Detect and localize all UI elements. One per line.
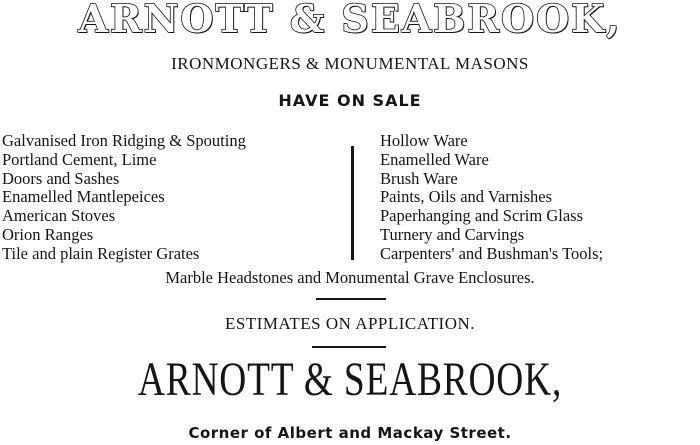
- list-item: Paperhanging and Scrim Glass: [380, 206, 584, 226]
- sale-heading: HAVE ON SALE: [278, 91, 422, 110]
- list-item: Brush Ware: [380, 168, 458, 188]
- list-item: American Stoves: [2, 206, 116, 226]
- list-item: Doors and Sashes: [2, 168, 120, 188]
- divider-rule: [312, 346, 386, 348]
- trade-description: IRONMONGERS & MONUMENTAL MASONS: [171, 54, 529, 73]
- list-item: Enamelled Mantlepeices: [2, 187, 165, 207]
- column-divider: [351, 146, 354, 260]
- marble-line: Marble Headstones and Monumental Grave Enclosures.: [165, 268, 535, 287]
- firm-name: ARNOTT & SEABROOK,: [137, 353, 563, 406]
- list-item: Carpenters' and Bushman's Tools;: [380, 243, 604, 263]
- list-item: Hollow Ware: [380, 131, 468, 150]
- list-item: Turnery and Carvings: [380, 224, 525, 244]
- address: Corner of Albert and Mackay Street.: [188, 424, 512, 442]
- estimates-line: ESTIMATES ON APPLICATION.: [224, 314, 476, 333]
- list-item: Paints, Oils and Varnishes: [380, 187, 553, 207]
- list-item: Orion Ranges: [2, 224, 94, 244]
- divider-rule: [316, 298, 386, 300]
- list-item: Tile and plain Register Grates: [2, 243, 200, 263]
- list-item: Galvanised Iron Ridging & Spouting: [2, 131, 246, 150]
- right-items-list: [380, 132, 603, 264]
- list-item: Portland Cement, Lime: [2, 149, 157, 169]
- list-item: Enamelled Ware: [380, 149, 489, 169]
- headline: ARNOTT & SEABROOK,: [78, 0, 622, 41]
- left-items-list: [2, 132, 246, 264]
